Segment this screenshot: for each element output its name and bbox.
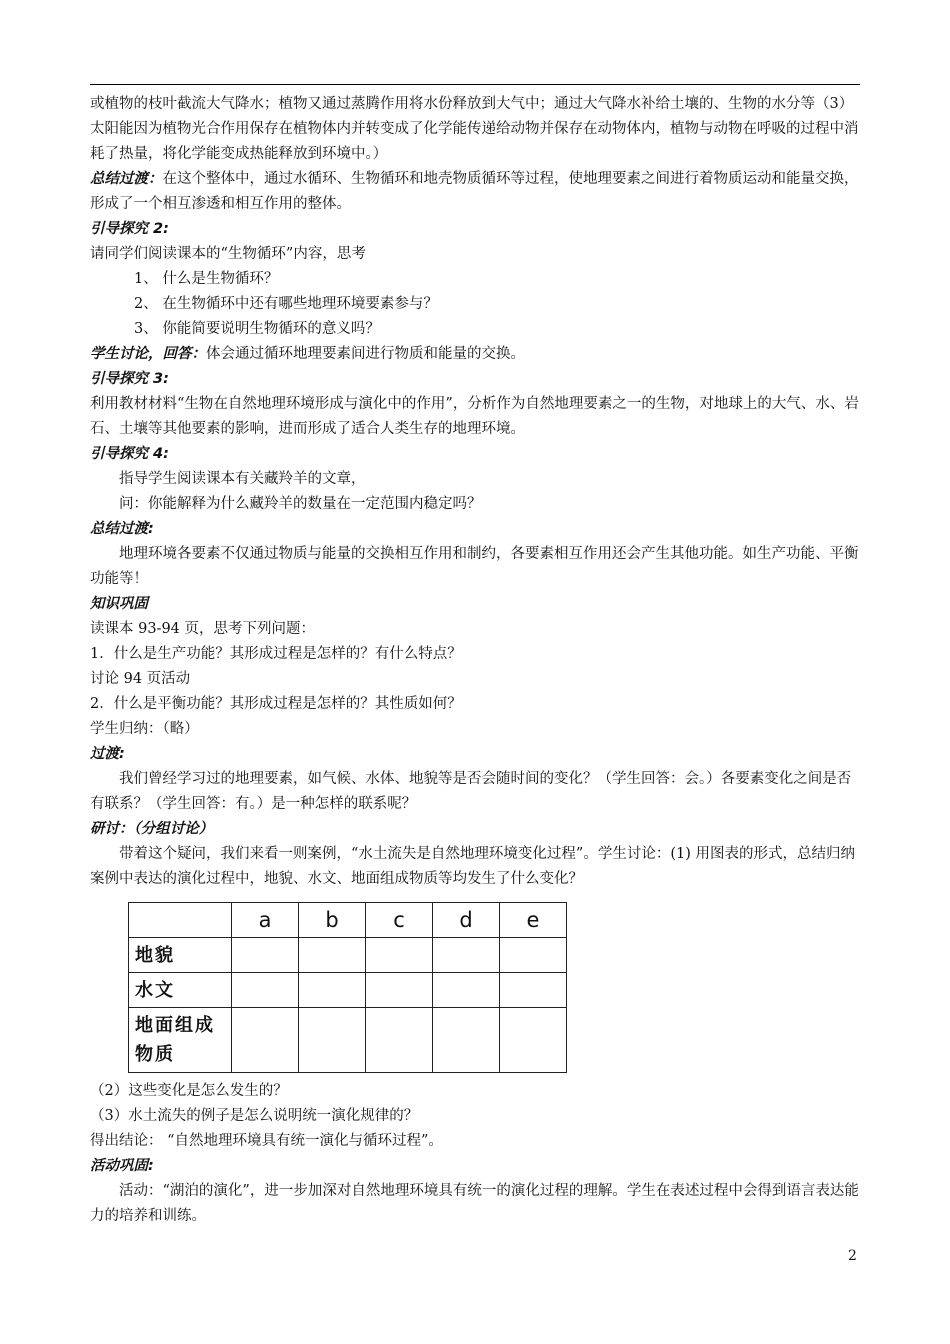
column-header: e: [500, 903, 567, 938]
paragraph: （3）水土流失的例子是怎么说明统一演化规律的？: [90, 1108, 419, 1124]
section-heading: 活动巩固:: [90, 1158, 154, 1174]
section-heading: 引导探究 4:: [90, 446, 169, 462]
table-cell[interactable]: [500, 1008, 567, 1073]
column-header: b: [299, 903, 366, 938]
section-heading: 研讨：（分组讨论）: [90, 821, 214, 837]
header-rule: [90, 84, 860, 85]
question: 1、 什么是生物循环？: [134, 271, 279, 287]
paragraph: （2）这些变化是怎么发生的？: [90, 1083, 288, 1099]
column-header: d: [433, 903, 500, 938]
paragraph: 活动：“湖泊的演化”，进一步加深对自然地理环境具有统一的演化过程的理解。学生在表述过程中会得到语言表达能力的培养和训练。: [90, 1183, 859, 1224]
table-cell[interactable]: [366, 938, 433, 973]
paragraph: 利用教材材料“生物在自然地理环境形成与演化中的作用”，分析作为自然地理要素之一的生物，对地球上的大气、水、岩石、土壤等其他要素的影响，进而形成了适合人类生存的地理环境。: [90, 396, 859, 437]
paragraph: 地理环境各要素不仅通过物质与能量的交换相互作用和制约，各要素相互作用还会产生其他功能。如生产功能、平衡功能等！: [90, 546, 859, 587]
table-corner-cell: [129, 903, 232, 938]
table-cell[interactable]: [500, 973, 567, 1008]
paragraph: 得出结论： “自然地理环境具有统一演化与循环过程”。: [90, 1133, 443, 1149]
paragraph: 请同学们阅读课本的“生物循环”内容，思考: [90, 246, 366, 262]
row-header: 地貌: [129, 938, 232, 973]
question: 2、 在生物循环中还有哪些地理环境要素参与？: [134, 296, 438, 312]
table-cell[interactable]: [366, 1008, 433, 1073]
section-heading: 总结过渡:: [90, 521, 154, 537]
table-cell[interactable]: [299, 973, 366, 1008]
table-cell[interactable]: [500, 938, 567, 973]
paragraph: 带着这个疑问，我们来看一则案例，“水土流失是自然地理环境变化过程”。学生讨论：(1) 用图表的形式，总结归纳案例中表达的演化过程中，地貌、水文、地面组成物质等均发生了什么变化？: [90, 846, 855, 887]
paragraph: 2．什么是平衡功能？其形成过程是怎样的？其性质如何？: [90, 696, 462, 712]
table-cell[interactable]: [299, 1008, 366, 1073]
section-heading: 过渡:: [90, 746, 125, 762]
table-header-row: [129, 903, 567, 938]
section-heading: 总结过渡：: [90, 171, 163, 187]
paragraph: 总结过渡：在这个整体中，通过水循环、生物循环和地壳物质循环等过程，使地理要素之间进行着物质运动和能量交换，形成了一个相互渗透和相互作用的整体。: [90, 171, 859, 212]
column-header: a: [232, 903, 299, 938]
paragraph: 或植物的枝叶截流大气降水；植物又通过蒸腾作用将水份释放到大气中；通过大气降水补给土壤的、生物的水分等（3）太阳能因为植物光合作用保存在植物体内并转变成了化学能传递给动物并保存在动物体内，植物与动物在呼吸的过程中消耗了热量，将化学能变成热能释放到环境中。）: [90, 96, 859, 162]
paragraph: 讨论 94 页活动: [90, 671, 191, 687]
paragraph: 读课本 93-94 页，思考下列问题：: [90, 621, 316, 637]
page-number: 2: [848, 1248, 857, 1264]
row-header: 地面组成物质: [129, 1008, 232, 1073]
paragraph: 指导学生阅读课本有关藏羚羊的文章，: [119, 471, 366, 487]
section-heading: 引导探究 2:: [90, 221, 169, 237]
table-cell[interactable]: [232, 1008, 299, 1073]
paragraph: 1．什么是生产功能？其形成过程是怎样的？有什么特点？: [90, 646, 462, 662]
table-cell[interactable]: [299, 938, 366, 973]
table-row: [129, 938, 567, 973]
table-cell[interactable]: [232, 938, 299, 973]
evolution-table: [128, 902, 567, 1073]
table-row: [129, 1008, 567, 1073]
section-heading: 引导探究 3:: [90, 371, 169, 387]
question: 3、 你能简要说明生物循环的意义吗？: [134, 321, 380, 337]
table-cell[interactable]: [433, 1008, 500, 1073]
table-row: [129, 973, 567, 1008]
paragraph: 学生归纳：（略）: [90, 721, 199, 737]
table-cell[interactable]: [433, 938, 500, 973]
table-cell[interactable]: [366, 973, 433, 1008]
table-cell[interactable]: [232, 973, 299, 1008]
paragraph: 学生讨论，回答：体会通过循环地理要素间进行物质和能量的交换。: [90, 346, 525, 362]
section-heading: 学生讨论，回答：: [90, 346, 206, 362]
section-heading: 知识巩固: [90, 596, 148, 612]
document-body: [90, 92, 860, 1229]
paragraph: 问：你能解释为什么藏羚羊的数量在一定范围内稳定吗？: [119, 496, 482, 512]
column-header: c: [366, 903, 433, 938]
paragraph: 我们曾经学习过的地理要素，如气候、水体、地貌等是否会随时间的变化？（学生回答：会。）各要素变化之间是否有联系？（学生回答：有。）是一种怎样的联系呢？: [90, 771, 852, 812]
table-cell[interactable]: [433, 973, 500, 1008]
row-header: 水文: [129, 973, 232, 1008]
